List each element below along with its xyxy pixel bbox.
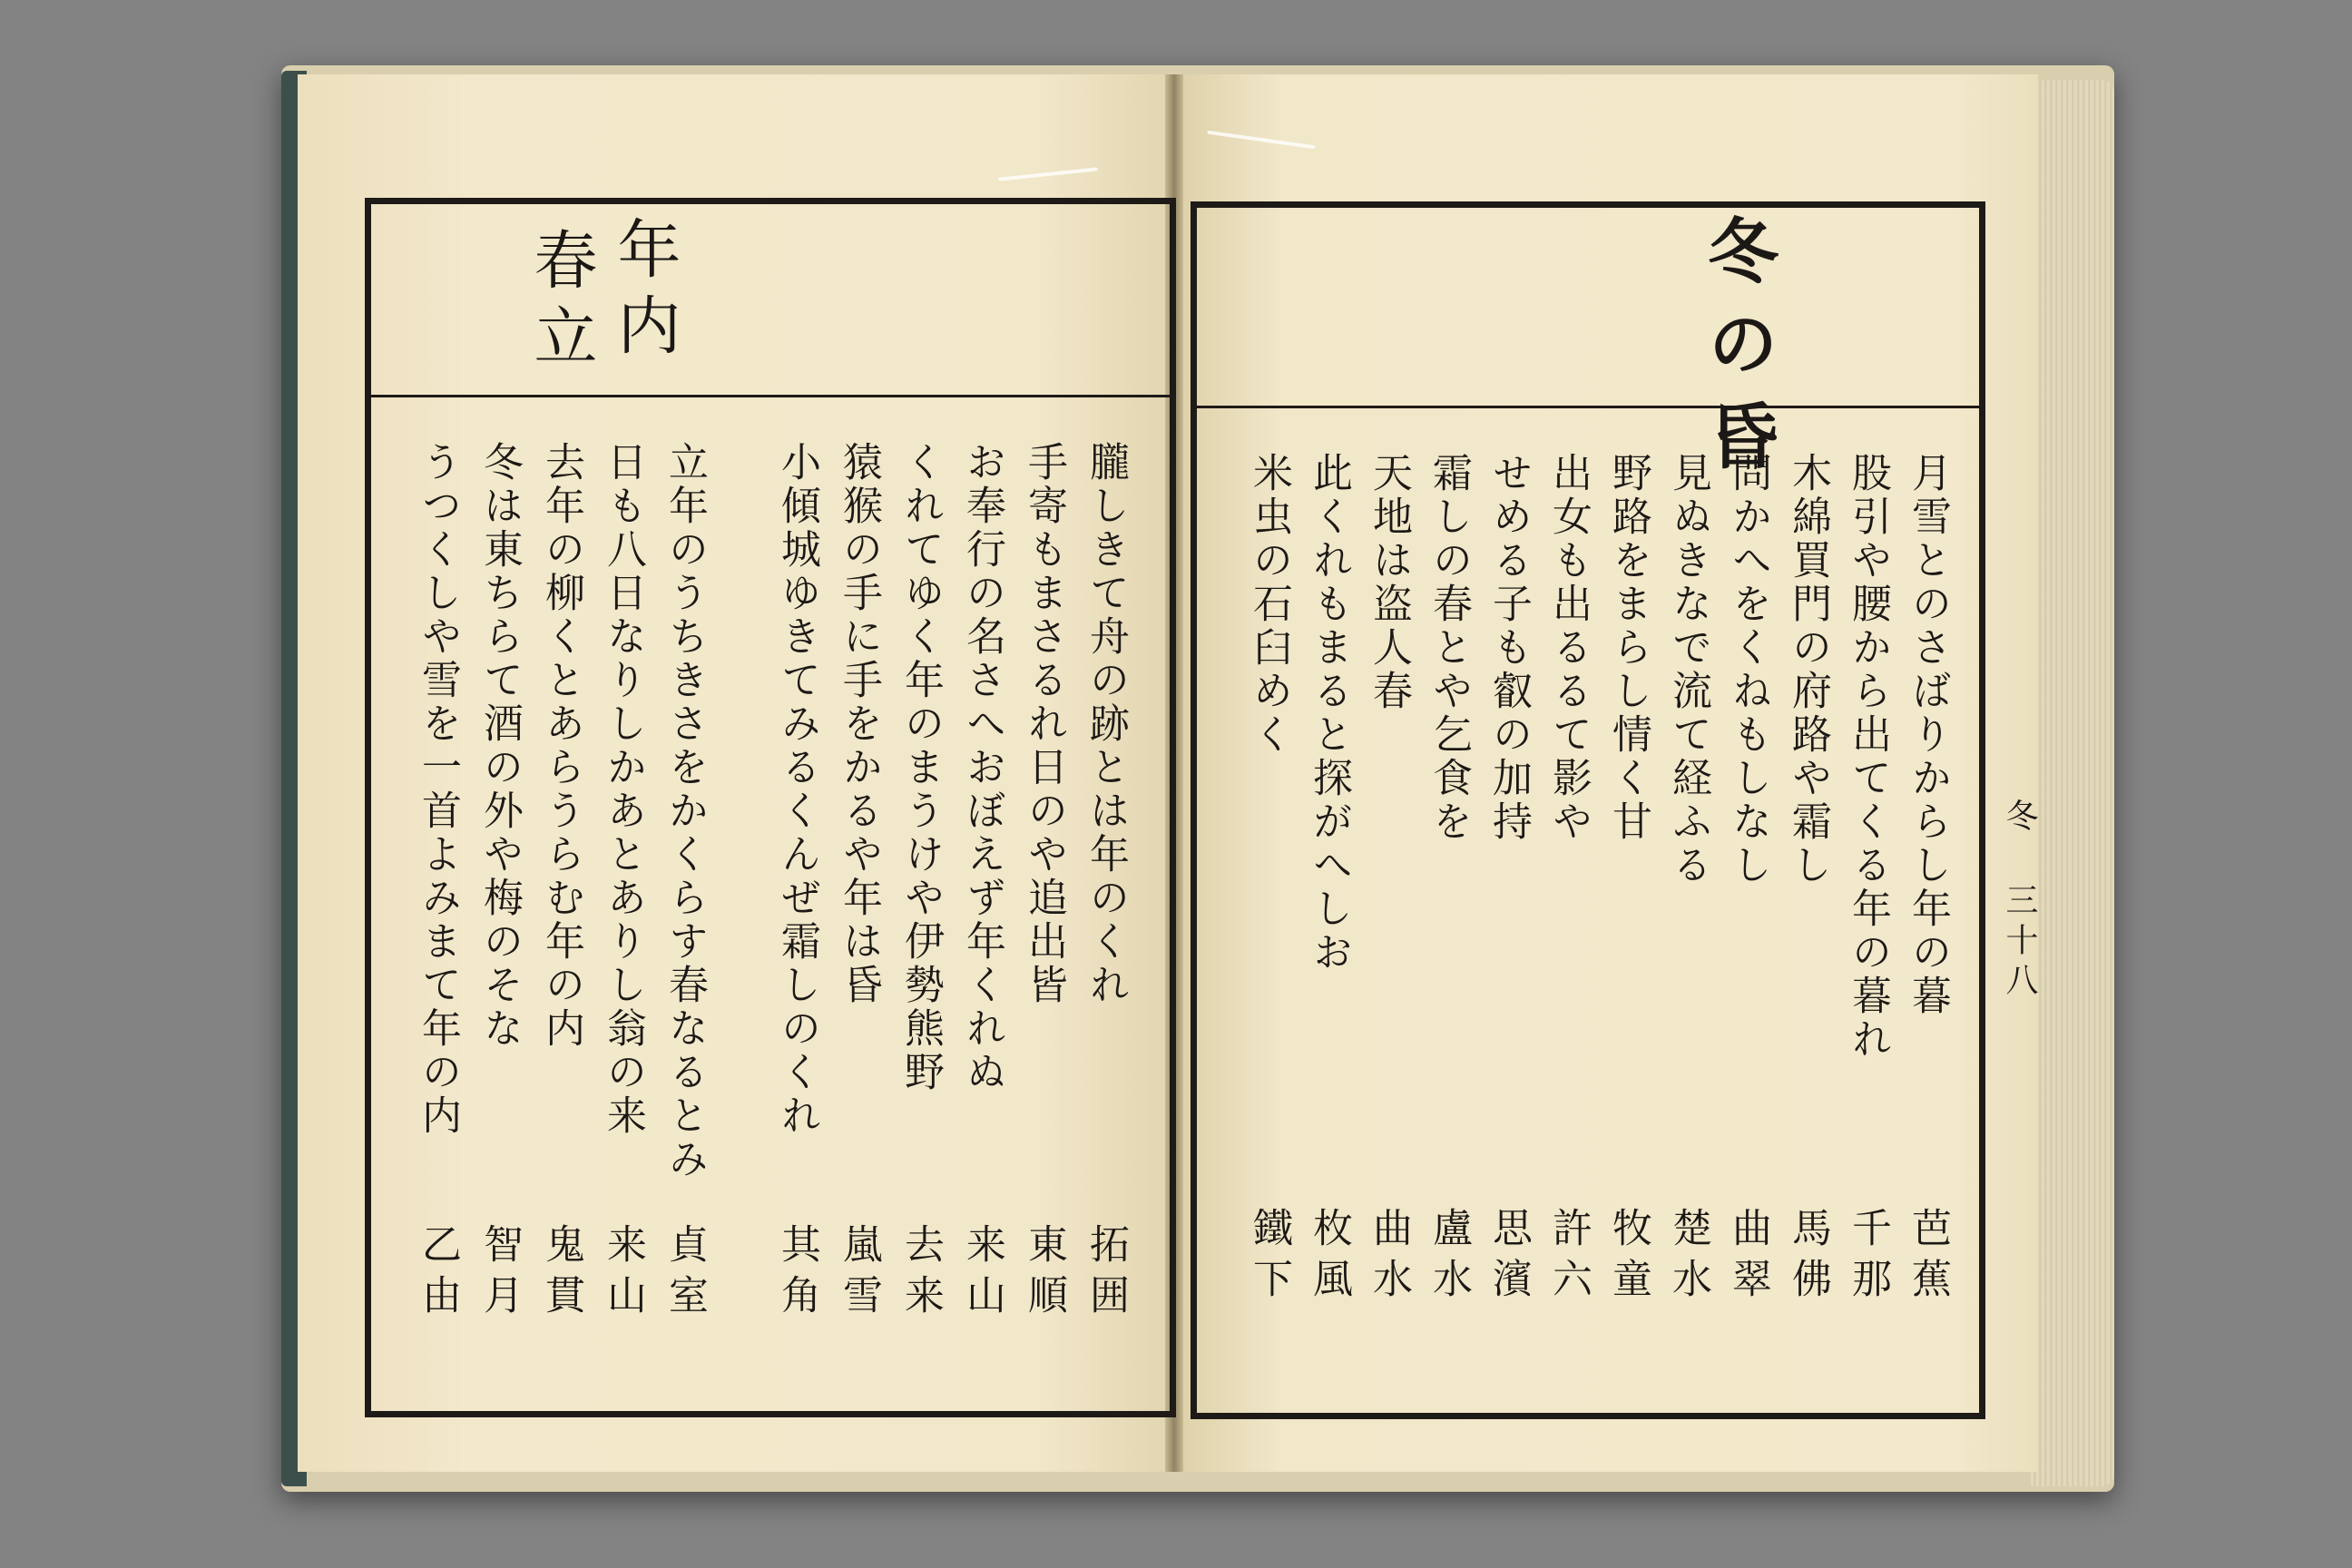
left-verse-3: お奉行の名さへおぼえず年くれぬ <box>959 441 1005 1094</box>
left-header-box <box>371 204 1170 397</box>
right-author-5: 楚水 <box>1665 1207 1711 1308</box>
right-verse-12: 米虫の石臼めく <box>1246 452 1292 757</box>
left-verse-6: 小傾城ゆきてみるくんぜ霜しのくれ <box>774 441 820 1138</box>
left-author-6: 其角 <box>774 1223 820 1325</box>
right-verse-4: 問かへをくねもしなし <box>1725 452 1771 887</box>
right-author-10: 曲水 <box>1366 1207 1412 1308</box>
left-verse-1: 朧しきて舟の跡とは年のくれ <box>1083 441 1129 1007</box>
left-author-7: 貞室 <box>662 1223 708 1325</box>
right-author-12: 鐵下 <box>1246 1207 1292 1308</box>
right-author-7: 許六 <box>1545 1207 1592 1308</box>
right-verse-2: 股引や腰から出てくる年の暮れ <box>1845 452 1891 1062</box>
left-author-1: 拓囲 <box>1083 1223 1129 1325</box>
left-verse-2: 手寄もまさるれ日のや追出皆 <box>1021 441 1067 1007</box>
left-author-5: 嵐雪 <box>836 1223 882 1325</box>
left-author-4: 去来 <box>897 1223 944 1325</box>
left-author-10: 智月 <box>476 1223 523 1325</box>
left-verse-5: 猿猴の手に手をかるや年は昏 <box>836 441 882 1007</box>
left-title-line2: 春立 <box>524 227 598 379</box>
left-author-3: 来山 <box>959 1223 1005 1325</box>
right-title: 冬の昏 <box>1696 214 1779 492</box>
right-verse-1: 月雪とのさばりからし年の暮 <box>1905 452 1951 1018</box>
right-verse-9: 霜しの春とや乞食を <box>1426 452 1472 844</box>
left-author-8: 来山 <box>600 1223 646 1325</box>
right-verse-6: 野路をまらし情く甘 <box>1605 452 1651 844</box>
left-author-9: 鬼貫 <box>538 1223 584 1325</box>
left-verse-7: 立年のうちきさをかくらす春なるとみ <box>662 441 708 1181</box>
left-verse-8: 日も八日なりしかあとありし翁の来 <box>600 441 646 1138</box>
right-author-9: 盧水 <box>1426 1207 1472 1308</box>
right-author-11: 枚風 <box>1306 1207 1352 1308</box>
right-header-box <box>1197 208 1979 408</box>
right-author-8: 思濱 <box>1485 1207 1532 1308</box>
left-verse-11: うつくしや雪を一首よみまて年の内 <box>415 441 461 1138</box>
page-number: 冬 三十八 <box>2001 799 2038 1003</box>
left-verse-10: 冬は東ちらて酒の外や梅のそな <box>476 441 523 1051</box>
left-verse-9: 去年の柳くとあらうらむ年の内 <box>538 441 584 1051</box>
left-author-11: 乙由 <box>415 1223 461 1325</box>
right-verse-10: 天地は盗人春 <box>1366 452 1412 713</box>
right-verse-5: 見ぬきなで流て経ふる <box>1665 452 1711 887</box>
right-author-4: 曲翠 <box>1725 1207 1771 1308</box>
right-author-1: 芭蕉 <box>1905 1207 1951 1308</box>
right-verse-11: 此くれもまると探がへしお <box>1306 452 1352 975</box>
right-verse-7: 出女も出るるて影や <box>1545 452 1592 844</box>
left-title-line1: 年内 <box>607 216 681 368</box>
page-edges <box>2031 80 2114 1486</box>
right-author-3: 馬佛 <box>1785 1207 1831 1308</box>
right-verse-3: 木綿買門の府路や霜し <box>1785 452 1831 887</box>
left-verse-4: くれてゆく年のまうけや伊勢熊野 <box>897 441 944 1094</box>
left-author-2: 東順 <box>1021 1223 1067 1325</box>
right-author-6: 牧童 <box>1605 1207 1651 1308</box>
right-verse-8: せめる子も叡の加持 <box>1485 452 1532 844</box>
right-author-2: 千那 <box>1845 1207 1891 1308</box>
